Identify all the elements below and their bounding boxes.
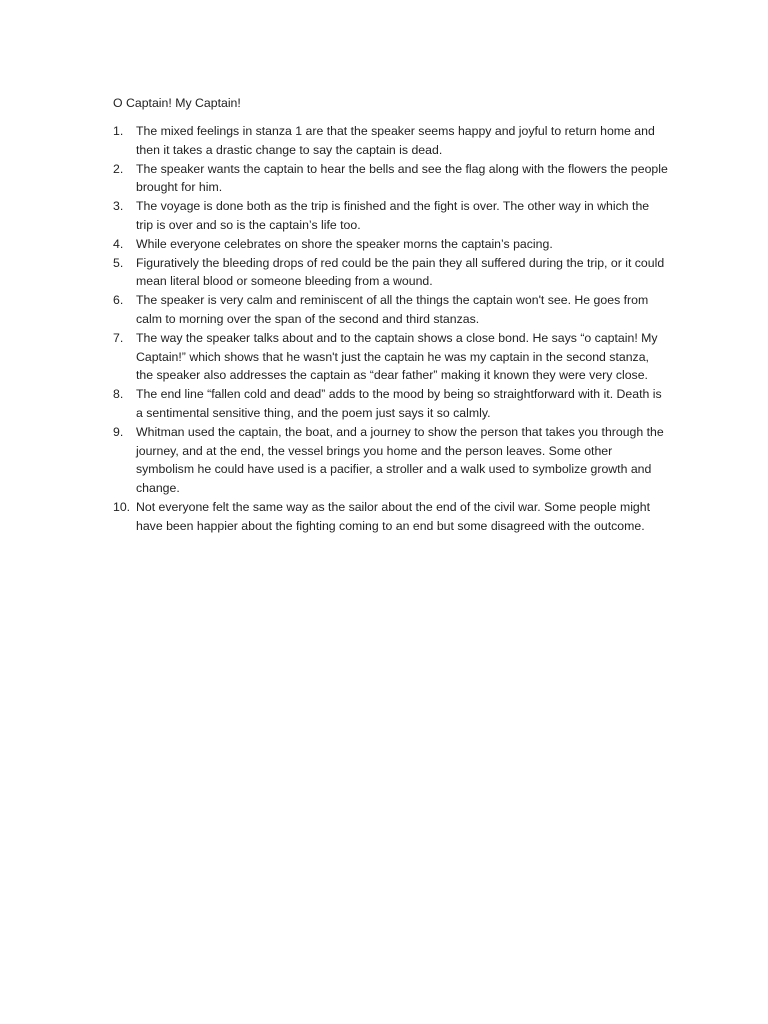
list-item bbox=[113, 197, 668, 235]
item-number: 10. bbox=[113, 499, 131, 514]
item-number: 5. bbox=[113, 255, 124, 270]
list-item bbox=[113, 329, 668, 385]
list-item bbox=[113, 291, 668, 329]
list-item bbox=[113, 385, 668, 423]
item-number: 2. bbox=[113, 161, 124, 176]
item-number: 9. bbox=[113, 424, 124, 439]
item-text: The mixed feelings in stanza 1 are that the speaker seems happy and joyful to return home and then it takes a drastic change to say the captain is dead. bbox=[136, 124, 655, 157]
item-text: The voyage is done both as the trip is finished and the fight is over. The other way in which the trip is over and so is the captain’s life too. bbox=[136, 199, 650, 232]
item-number: 6. bbox=[113, 293, 124, 308]
item-text: Figuratively the bleeding drops of red could be the pain they all suffered during the trip, or it could mean literal blood or someone bleeding from a wound. bbox=[136, 255, 665, 289]
item-number: 1. bbox=[113, 124, 124, 138]
item-text: While everyone celebrates on shore the speaker morns the captain’s pacing. bbox=[136, 236, 553, 251]
item-text: The speaker wants the captain to hear the bells and see the flag along with the flowers the people brought for him. bbox=[136, 161, 668, 195]
document-title: O Captain! My Captain! bbox=[113, 96, 241, 110]
item-text: Not everyone felt the same way as the sailor about the end of the civil war. Some people might have been happier about the fighting coming to an end but some disagreed with the outcome. bbox=[136, 499, 651, 533]
list-item bbox=[113, 498, 668, 536]
item-text: Whitman used the captain, the boat, and a journey to show the person that takes you through the journey, and at the end, the vessel brings you home and the person leaves. Some other symbolism he could have used is a pacifier, a stroller and a walk used to symbolize growth and change. bbox=[136, 424, 664, 496]
item-text: The way the speaker talks about and to the captain shows a close bond. He says “o captain! My Captain!” which shows that he wasn't just the captain he was my captain in the second stanza, the speaker also addresses the captain as “dear father” making it known they were very close. bbox=[136, 330, 658, 383]
item-number: 8. bbox=[113, 387, 124, 402]
list-item bbox=[113, 122, 668, 160]
list-item bbox=[113, 160, 668, 198]
item-text: The end line “fallen cold and dead” adds to the mood by being so straightforward with it. Death is a sentimental sensitive thing, and the poem just says it so calmly. bbox=[136, 387, 662, 420]
list-item bbox=[113, 254, 668, 292]
item-text: The speaker is very calm and reminiscent of all the things the captain won't see. He goes from calm to morning over the span of the second and third stanzas. bbox=[136, 293, 649, 326]
answer-list bbox=[113, 122, 668, 536]
list-item bbox=[113, 235, 668, 254]
item-number: 3. bbox=[113, 199, 124, 214]
list-item bbox=[113, 423, 668, 498]
item-number: 4. bbox=[113, 236, 124, 251]
item-number: 7. bbox=[113, 330, 124, 345]
